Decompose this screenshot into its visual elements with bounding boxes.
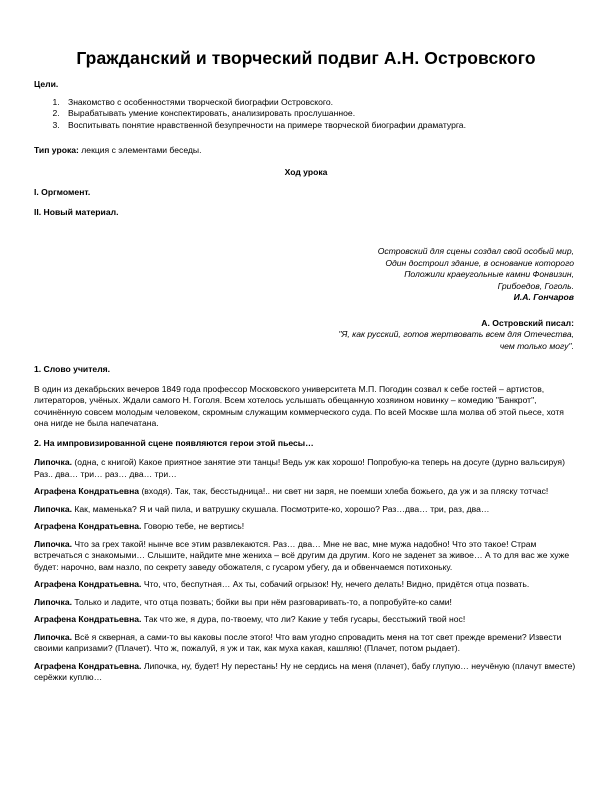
document-title: Гражданский и творческий подвиг А.Н. Островского <box>76 48 536 68</box>
speech-text: Всё я скверная, а сами-то вы каковы после этого! Что вам угодно спровадить меня на тот свет прежде времени? Извести своими капризами? (Плачет). Что ж, пожалуй, я уж и так, как муха какая, кашляю! (Плачет, потом рыдает). <box>34 631 562 653</box>
teacher-text: В один из декабрьских вечеров 1849 года профессор Московского университета М.П. Погодин созвал к себе гостей – артистов, литераторов, учёных. Ждали самого Н. Гоголя. Всем хотелось услышать обещанную хозяином новинку – комедию "Банкрот", сочинённую совсем молодым человеком, скромным служащим коммерческого суда. По всей Москве шла молва об этой пьесе, хотя она нигде не была напечатана. <box>34 383 564 428</box>
section-orgmoment: I. Оргмомент. <box>34 187 91 197</box>
epigraph-line: Островский для сцены создал свой особый мир, <box>377 246 574 256</box>
speaker-name: Липочка. <box>34 457 72 467</box>
dialogue-line <box>34 539 578 574</box>
speech-text: Как, маменька? Я и чай пила, и ватрушку скушала. Посмотрите-ко, хорошо? Раз…два… три, раз, два… <box>72 503 490 514</box>
speaker-name: Аграфена Кондратьевна. <box>34 521 142 531</box>
lesson-type <box>34 145 578 157</box>
goal-item: 1. Знакомство с особенностями творческой биографии Островского. <box>62 97 578 109</box>
goal-item: 3. Воспитывать понятие нравственной безупречности на примере творческой биографии драматурга. <box>62 120 578 132</box>
dialogue-line <box>34 457 578 480</box>
dialogue-line <box>34 597 578 609</box>
epigraph-line: Положили краеугольные камни Фонвизин, <box>404 269 574 279</box>
speech-text: Так что же, я дура, по-твоему, что ли? Какие у тебя гусары, бесстыжий твой нос! <box>141 614 466 624</box>
epigraph-line: Один достроил здание, в основание которого <box>385 257 574 268</box>
speaker-name: Аграфена Кондратьевна. <box>34 614 142 624</box>
speaker-name: Аграфена Кондратьевна <box>34 486 140 496</box>
epigraph-line: Грибоедов, Гоголь. <box>497 280 574 291</box>
speaker-name: Аграфена Кондратьевна. <box>34 660 142 671</box>
quote-line: "Я, как русский, готов жертвовать всем для Отечества, <box>338 329 574 339</box>
speech-text: Что, что, беспутная… Ах ты, собачий огрызок! Ну, нечего делать! Видно, придётся отца позвать. <box>141 579 530 589</box>
improv-heading: 2. На импровизированной сцене появляются герои этой пьесы… <box>34 437 314 448</box>
speaker-name: Аграфена Кондратьевна. <box>34 579 142 589</box>
dialogue-line <box>34 486 578 498</box>
speech-text: Что за грех такой! нынче все этим развлекаются. Раз… два… Мне не вас, мне мужа надобно! Что это такое! Страм встречаться с знакомыми… Слышите, найдите мне жениха – всё другим да другим. Кого не заденет за живое… А то для вас же хуже будет: нарочно, вам назло, по секрету заведу обожателя, с гусаром убегу, да и обвенчаемся потихоньку. <box>34 538 570 572</box>
dialogue-line <box>34 632 578 655</box>
speaker-name: Липочка. <box>34 596 72 607</box>
speaker-name: Липочка. <box>34 538 72 549</box>
goal-item: 2. Вырабатывать умение конспектировать, анализировать прослушанное. <box>62 108 578 120</box>
quote <box>34 329 574 352</box>
goals-heading: Цели. <box>34 79 59 89</box>
dialogue-line <box>34 579 578 591</box>
speaker-name: Липочка. <box>34 503 72 514</box>
speech-text: Говорю тебе, не вертись! <box>141 521 245 531</box>
teacher-heading: 1. Слово учителя. <box>34 364 111 374</box>
dialogue-line <box>34 661 578 684</box>
quote-line: чем только могу". <box>499 340 574 351</box>
dialogue-line <box>34 504 578 516</box>
section-new-material: II. Новый материал. <box>34 206 119 217</box>
epigraph <box>34 246 574 304</box>
epigraph-author: И.А. Гончаров <box>513 292 574 302</box>
speaker-name: Липочка. <box>34 631 72 642</box>
speech-text: Липочка, ну, будет! Ну перестань! Ну не сердись на меня (плачет), бабу глупую… неучёную (плачут вместе) серёжки куплю… <box>34 660 576 682</box>
speech-text: Только и ладите, что отца позвать; бойки вы при нём разговаривать-то, а попробуйте-ко сами! <box>72 596 452 607</box>
course-heading: Ход урока <box>284 166 328 177</box>
speech-text: (входя). Так, так, бесстыдница!.. ни свет ни заря, не поемши хлеба божьего, да уж и за пляску тотчас! <box>139 486 549 496</box>
goals-list <box>34 97 578 132</box>
speech-text: (одна, с книгой) Какое приятное занятие эти танцы! Ведь уж как хорошо! Попробую-ка теперь на досуге (дурно вальсируя) Раз.. два… три… раз… два… три… <box>34 457 565 479</box>
dialogue-line <box>34 614 578 626</box>
dialogue-line <box>34 521 578 533</box>
lesson-type-label: Тип урока: <box>34 145 79 155</box>
quote-heading: А. Островский писал: <box>481 317 574 328</box>
lesson-type-value: лекция с элементами беседы. <box>78 145 202 155</box>
